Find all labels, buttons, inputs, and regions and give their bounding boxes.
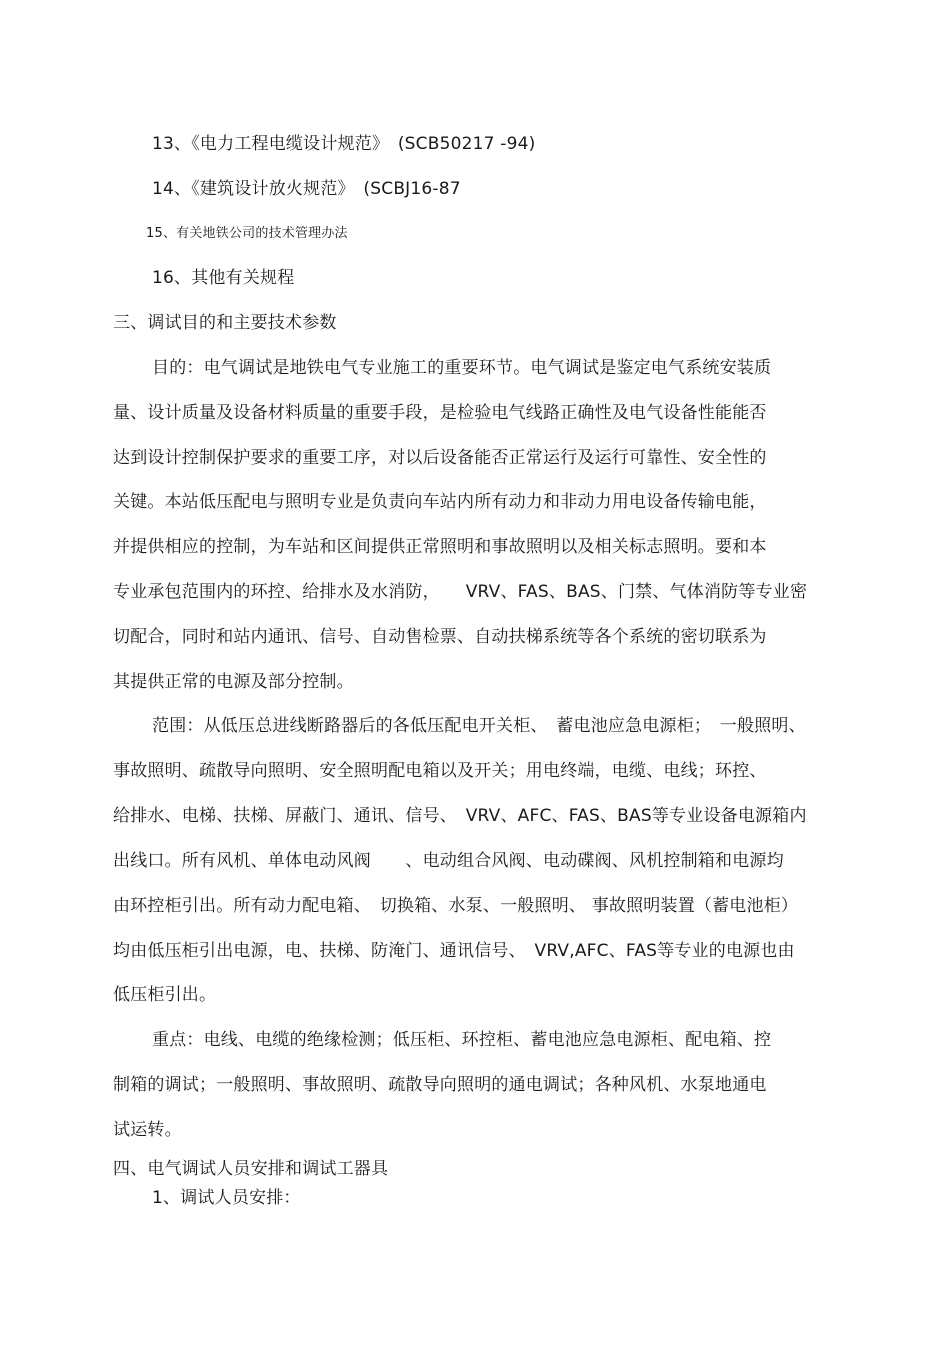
section-4-heading: 四、电气调试人员安排和调试工器具 bbox=[113, 1159, 389, 1179]
reference-item-16: 16、其他有关规程 bbox=[152, 268, 295, 288]
scope-line: 由环控柜引出。所有动力配电箱、 切换箱、水泵、一般照明、 事故照明装置（蓄电池柜） bbox=[113, 896, 799, 916]
focus-line: 制箱的调试；一般照明、事故照明、疏散导向照明的通电调试；各种风机、水泵地通电 bbox=[113, 1075, 767, 1095]
purpose-line: 专业承包范围内的环控、给排水及水消防， VRV、FAS、BAS、门禁、气体消防等专业密 bbox=[113, 582, 808, 602]
reference-item-14: 14、《建筑设计放火规范》 (SCBJ16-87 bbox=[152, 179, 461, 199]
scope-line: 范围：从低压总进线断路器后的各低压配电开关柜、 蓄电池应急电源柜； 一般照明、 bbox=[152, 716, 806, 736]
section-4-item-1: 1、调试人员安排： bbox=[152, 1188, 301, 1208]
focus-line: 试运转。 bbox=[113, 1120, 182, 1140]
purpose-line: 关键。本站低压配电与照明专业是负责向车站内所有动力和非动力用电设备传输电能， bbox=[113, 492, 767, 512]
purpose-line: 其提供正常的电源及部分控制。 bbox=[113, 672, 354, 692]
purpose-line: 量、设计质量及设备材料质量的重要手段，是检验电气线路正确性及电气设备性能能否 bbox=[113, 403, 767, 423]
purpose-line: 达到设计控制保护要求的重要工序，对以后设备能否正常运行及运行可靠性、安全性的 bbox=[113, 448, 767, 468]
scope-line: 低压柜引出。 bbox=[113, 985, 217, 1005]
scope-line: 给排水、电梯、扶梯、屏蔽门、通讯、信号、 VRV、AFC、FAS、BAS等专业设备电源箱内 bbox=[113, 806, 807, 826]
reference-item-13: 13、《电力工程电缆设计规范》 (SCB50217 -94) bbox=[152, 134, 536, 154]
reference-item-15: 15、有关地铁公司的技术管理办法 bbox=[146, 226, 348, 241]
purpose-line: 切配合，同时和站内通讯、信号、自动售检票、自动扶梯系统等各个系统的密切联系为 bbox=[113, 627, 767, 647]
scope-line: 事故照明、疏散导向照明、安全照明配电箱以及开关；用电终端，电缆、电线；环控、 bbox=[113, 761, 767, 781]
purpose-line: 目的：电气调试是地铁电气专业施工的重要环节。电气调试是鉴定电气系统安装质 bbox=[152, 358, 772, 378]
section-3-heading: 三、调试目的和主要技术参数 bbox=[113, 313, 337, 333]
scope-line: 出线口。所有风机、单体电动风阀 、电动组合风阀、电动碟阀、风机控制箱和电源均 bbox=[113, 851, 784, 871]
focus-line: 重点：电线、电缆的绝缘检测；低压柜、环控柜、蓄电池应急电源柜、配电箱、控 bbox=[152, 1030, 772, 1050]
purpose-line: 并提供相应的控制，为车站和区间提供正常照明和事故照明以及相关标志照明。要和本 bbox=[113, 537, 767, 557]
scope-line: 均由低压柜引出电源，电、扶梯、防淹门、通讯信号、 VRV,AFC、FAS等专业的电源也由 bbox=[113, 941, 795, 961]
